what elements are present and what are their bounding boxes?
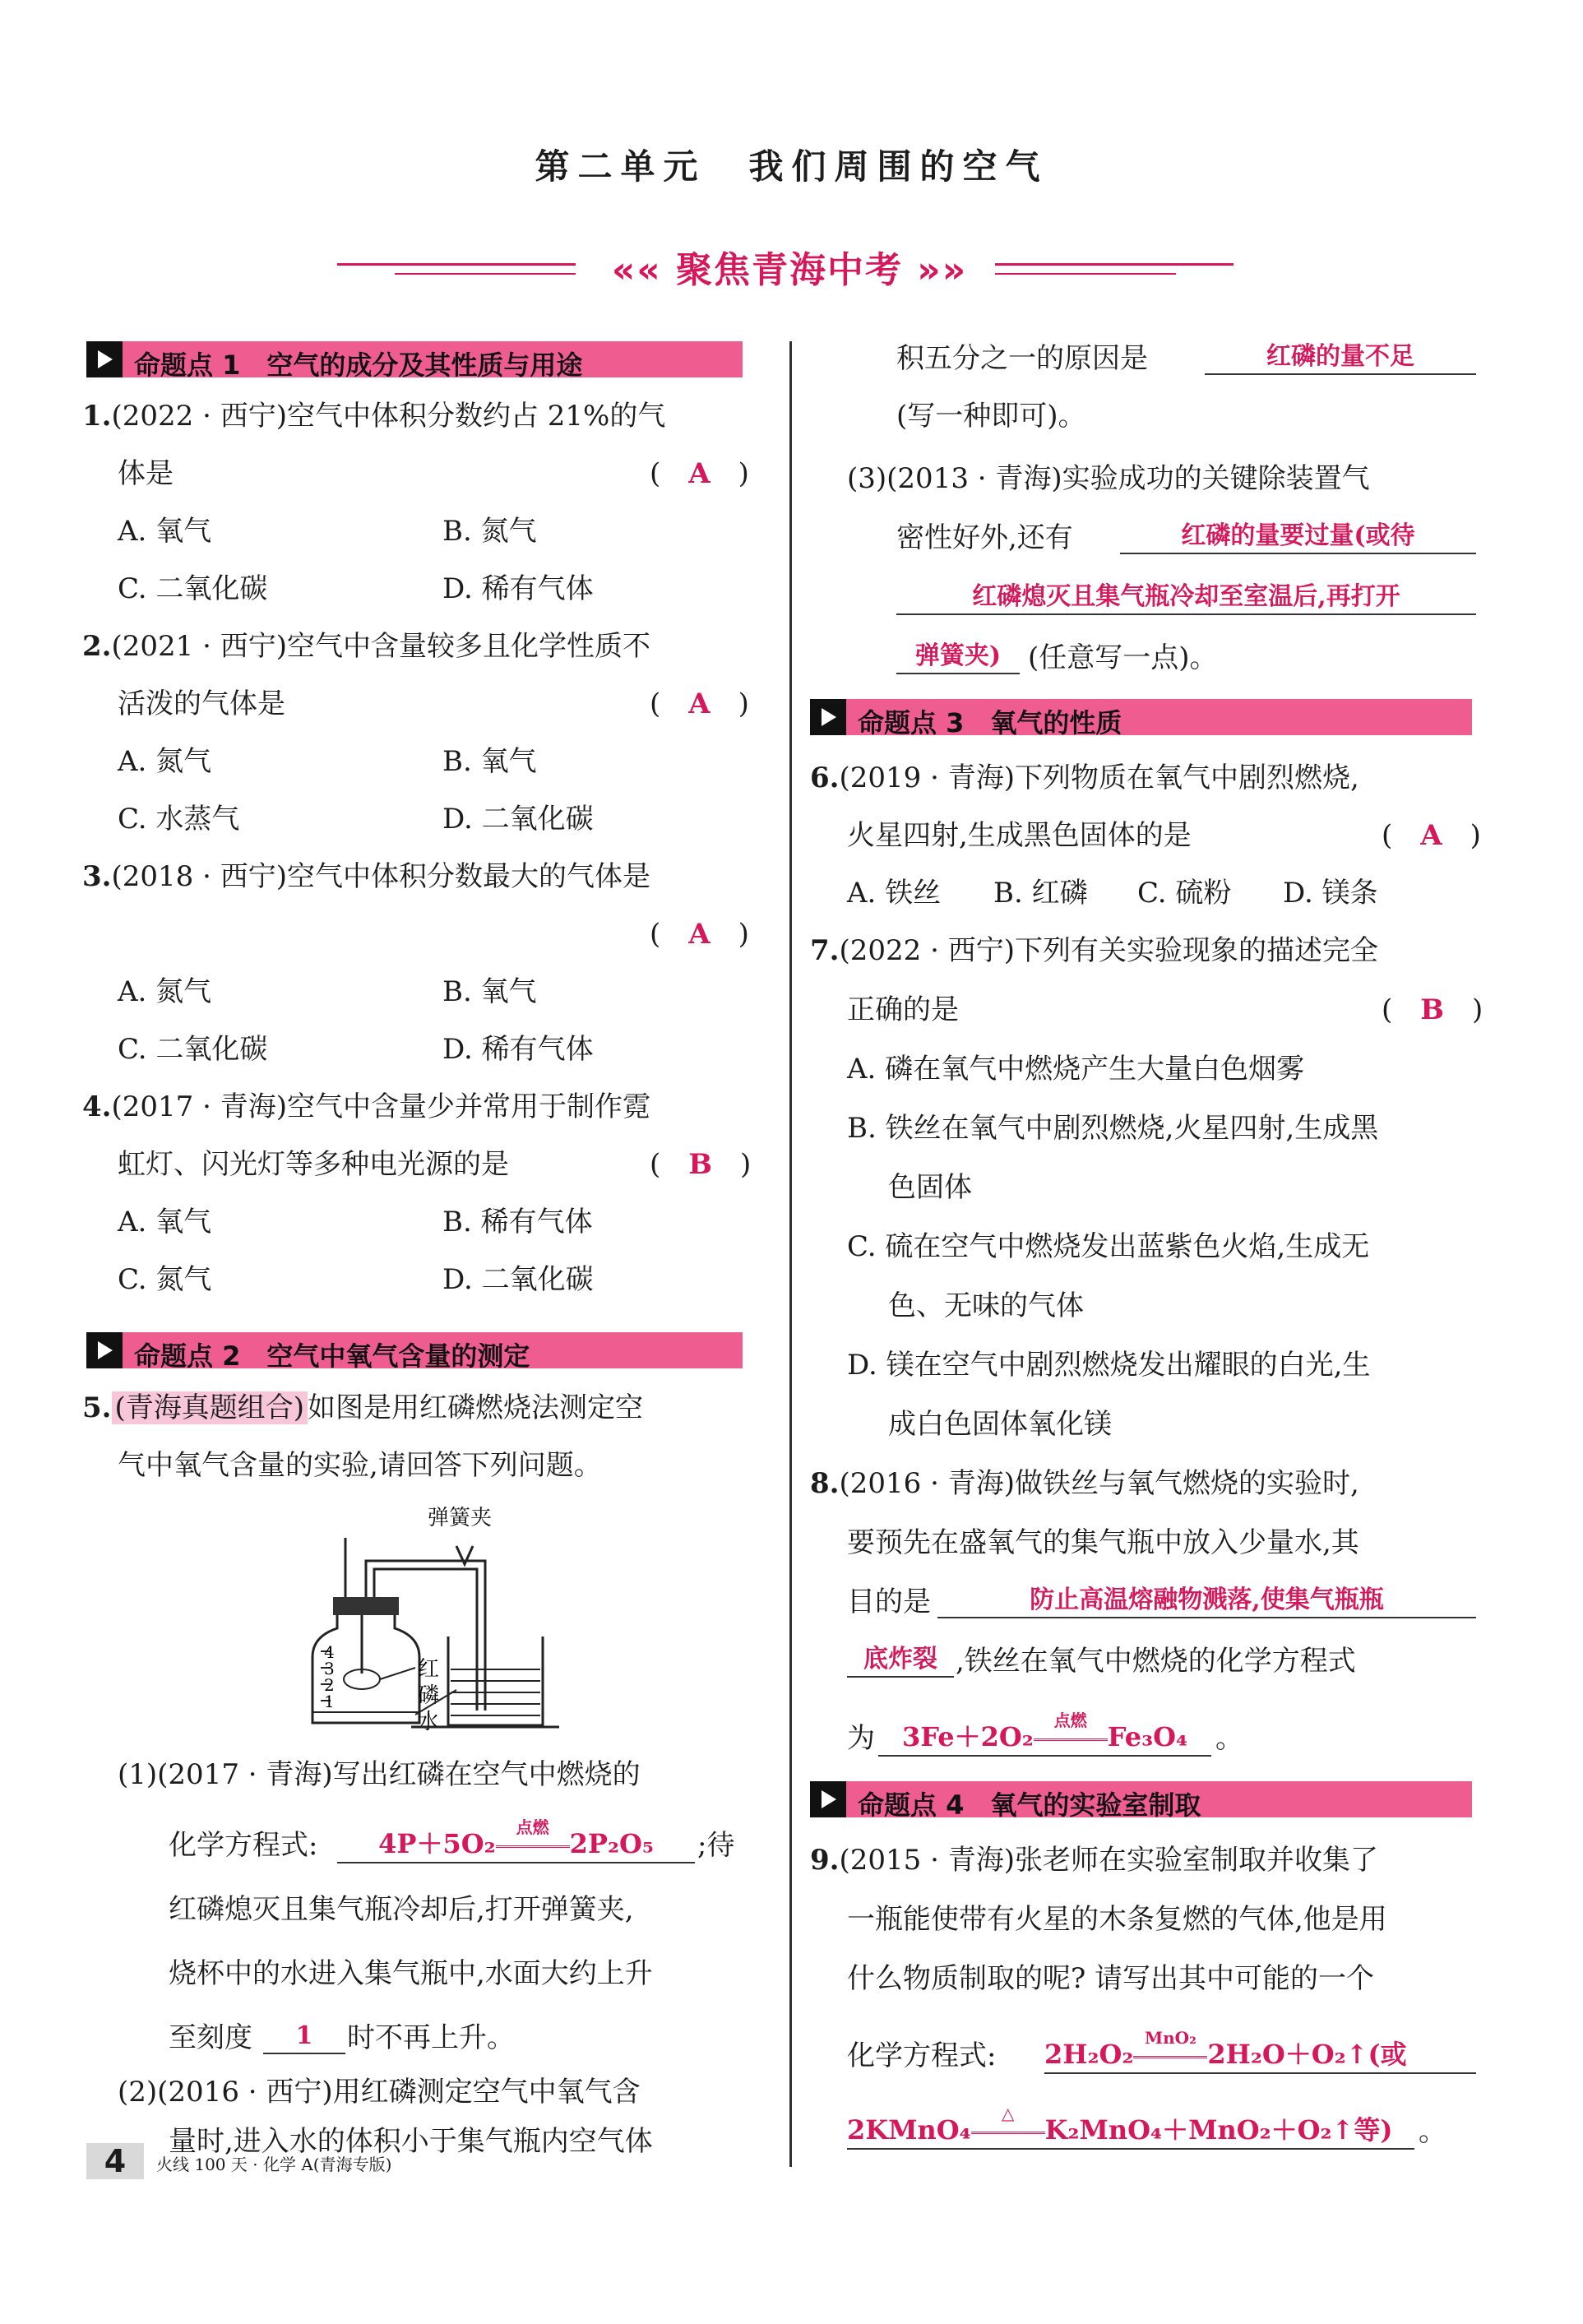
svg-text:红: 红 <box>418 1657 440 1682</box>
section-label: 命题点 1 空气的成分及其性质与用途 <box>134 350 583 381</box>
apparatus-figure <box>288 1505 609 1743</box>
q9-stem-line3: 什么物质制取的呢? 请写出其中可能的一个 <box>847 1962 1375 1995</box>
q5-stem-line1: 5. (青海真题组合) 如图是用红磷燃烧法测定空 <box>82 1391 644 1424</box>
q1-option-b: B. 氮气 <box>442 515 537 548</box>
banner-line-left <box>337 263 576 266</box>
q6-stem-line2: 火星四射,生成黑色固体的是 <box>847 819 1192 852</box>
section-label: 命题点 2 空气中氧气含量的测定 <box>134 1340 530 1372</box>
q3-option-b: B. 氧气 <box>442 975 537 1008</box>
q1-option-a: A. 氧气 <box>118 515 212 548</box>
svg-text:4: 4 <box>324 1642 335 1662</box>
q5-part1-equation: 4P＋5O₂ 点燃 2P₂O₅ <box>337 1827 695 1863</box>
play-triangle-icon <box>810 1781 846 1817</box>
q3-option-c: C. 二氧化碳 <box>118 1033 268 1066</box>
q2-option-a: A. 氮气 <box>118 745 212 778</box>
q4-stem-line2: 虹灯、闪光灯等多种电光源的是 <box>118 1148 509 1181</box>
banner-line-left-2 <box>395 273 576 275</box>
q5-part1-answer: 1 <box>263 2020 345 2054</box>
q7-option-c-cont: 色、无味的气体 <box>888 1289 1084 1322</box>
q5-part2-line2: 量时,进入水的体积小于集气瓶内空气体 <box>169 2125 653 2158</box>
q8-stem-line1: 8.(2016 · 青海)做铁丝与氧气燃烧的实验时, <box>810 1467 1359 1500</box>
q6-option-b: B. 红磷 <box>993 877 1088 910</box>
q8-stem-line3: 目的是 <box>847 1586 931 1618</box>
q9-stem-line4: 化学方程式: <box>847 2039 997 2072</box>
section-header-1 <box>86 341 743 381</box>
q5-source-tag: (青海真题组合) <box>112 1391 308 1424</box>
q7-option-d: D. 镁在空气中剧烈燃烧发出耀眼的白光,生 <box>847 1349 1371 1382</box>
q2-option-b: B. 氧气 <box>442 745 537 778</box>
play-triangle-icon <box>810 699 846 735</box>
q3-answer: ( A ) <box>650 918 749 951</box>
svg-text:水: 水 <box>418 1710 440 1734</box>
q7-option-a: A. 磷在氧气中燃烧产生大量白色烟雾 <box>847 1053 1305 1086</box>
q5-part2-line3: 积五分之一的原因是 <box>896 342 1148 375</box>
q8-stem-line2: 要预先在盛氧气的集气瓶中放入少量水,其 <box>847 1526 1359 1559</box>
q8-equation: 3Fe＋2O₂ 点燃 Fe₃O₄ <box>878 1720 1211 1757</box>
banner-line-right-2 <box>995 273 1176 275</box>
q5-part1-line3: 红磷熄灭且集气瓶冷却后,打开弹簧夹, <box>169 1893 634 1926</box>
q4-option-a: A. 氧气 <box>118 1206 212 1238</box>
q2-option-d: D. 二氧化碳 <box>442 803 594 836</box>
q5-part3-answer-3: 弹簧夹) <box>896 640 1020 674</box>
q4-option-d: D. 二氧化碳 <box>442 1263 594 1296</box>
q9-equation-2: 2KMnO₄ △ K₂MnO₄＋MnO₂＋O₂↑等) <box>847 2113 1414 2150</box>
column-divider <box>789 341 792 2167</box>
q2-answer: ( A ) <box>650 687 749 720</box>
svg-text:1: 1 <box>324 1692 335 1711</box>
q9-stem-end: 。 <box>1419 2115 1446 2148</box>
q1-answer: ( A ) <box>650 457 749 490</box>
section-label: 命题点 4 氧气的实验室制取 <box>858 1789 1201 1821</box>
q5-part3-answer-1: 红磷的量要过量(或待 <box>1120 520 1476 554</box>
q5-part3-line2: 密性好外,还有 <box>896 521 1073 554</box>
q7-answer: ( B ) <box>1382 993 1483 1026</box>
q5-part1-line5b: 时不再上升。 <box>347 2021 515 2054</box>
q3-stem-line1: 3.(2018 · 西宁)空气中体积分数最大的气体是 <box>82 860 650 893</box>
q9-stem-line1: 9.(2015 · 青海)张老师在实验室制取并收集了 <box>810 1844 1378 1877</box>
q1-option-d: D. 稀有气体 <box>442 572 594 605</box>
q2-option-c: C. 水蒸气 <box>118 803 240 836</box>
play-triangle-icon <box>86 1332 123 1368</box>
q7-option-b-cont: 色固体 <box>888 1171 972 1204</box>
svg-text:2: 2 <box>324 1675 335 1695</box>
q8-stem-line5: 为 <box>847 1722 875 1755</box>
banner-line-right <box>995 263 1234 266</box>
q5-stem-line2: 气中氧气含量的实验,请回答下列问题。 <box>118 1449 602 1482</box>
section-header-4 <box>810 1781 1472 1821</box>
page-title: 第二单元 我们周围的空气 <box>535 146 1048 187</box>
q8-answer-1: 防止高温熔融物溅落,使集气瓶瓶 <box>937 1584 1476 1618</box>
section-header-2 <box>86 1332 743 1372</box>
q5-part1-line1: (1)(2017 · 青海)写出红磷在空气中燃烧的 <box>118 1758 641 1791</box>
q2-stem-line2: 活泼的气体是 <box>118 687 285 720</box>
q9-stem-line2: 一瓶能使带有火星的木条复燃的气体,他是用 <box>847 1903 1387 1936</box>
q5-part2-line4: (写一种即可)。 <box>896 400 1086 433</box>
stopper <box>333 1597 399 1615</box>
q7-option-c: C. 硫在空气中燃烧发出蓝紫色火焰,生成无 <box>847 1230 1370 1263</box>
q5-part3-line1: (3)(2013 · 青海)实验成功的关键除装置气 <box>847 462 1370 495</box>
q5-part1-line5: 至刻度 <box>169 2021 252 2054</box>
q6-option-a: A. 铁丝 <box>847 877 942 910</box>
banner-title: «« 聚焦青海中考 »» <box>611 249 968 291</box>
q4-answer: ( B ) <box>650 1148 752 1181</box>
play-triangle-icon <box>86 341 123 377</box>
q4-option-c: C. 氮气 <box>118 1263 212 1296</box>
q1-stem-line1: 1.(2022 · 西宁)空气中体积分数约占 21%的气 <box>82 400 666 433</box>
q7-stem-line2: 正确的是 <box>847 993 959 1026</box>
svg-text:3: 3 <box>324 1659 335 1678</box>
q5-part2-line1: (2)(2016 · 西宁)用红磷测定空气中氧气含 <box>118 2076 641 2109</box>
section-header-3 <box>810 699 1472 738</box>
q7-option-d-cont: 成白色固体氧化镁 <box>888 1408 1112 1441</box>
q8-stem-end: 。 <box>1215 1722 1243 1755</box>
q5-part1-line4: 烧杯中的水进入集气瓶中,水面大约上升 <box>169 1957 653 1990</box>
q5-part3-tail: (任意写一点)。 <box>1028 641 1218 674</box>
q3-option-d: D. 稀有气体 <box>442 1033 594 1066</box>
section-label: 命题点 3 氧气的性质 <box>858 707 1122 738</box>
footer-book-title: 火线 100 天 · 化学 A(青海专版) <box>156 2155 392 2174</box>
page-number: 4 <box>86 2143 144 2179</box>
q6-answer: ( A ) <box>1382 819 1481 852</box>
q2-stem-line1: 2.(2021 · 西宁)空气中含量较多且化学性质不 <box>82 630 650 663</box>
q5-part1-line2: 化学方程式: <box>169 1829 318 1862</box>
q5-part2-answer: 红磷的量不足 <box>1205 340 1476 375</box>
q1-option-c: C. 二氧化碳 <box>118 572 268 605</box>
q4-option-b: B. 稀有气体 <box>442 1206 593 1238</box>
q6-option-c: C. 硫粉 <box>1137 877 1232 910</box>
q8-answer-2: 底炸裂 <box>847 1643 954 1678</box>
q6-stem-line1: 6.(2019 · 青海)下列物质在氧气中剧烈燃烧, <box>810 762 1359 794</box>
q8-stem-line4: ,铁丝在氧气中燃烧的化学方程式 <box>956 1645 1356 1678</box>
q9-equation-1: 2H₂O₂ MnO₂ 2H₂O＋O₂↑(或 <box>1044 2038 1476 2074</box>
q1-stem-line2: 体是 <box>118 457 174 490</box>
q7-stem-line1: 7.(2022 · 西宁)下列有关实验现象的描述完全 <box>810 934 1378 967</box>
q3-option-a: A. 氮气 <box>118 975 212 1008</box>
q7-option-b: B. 铁丝在氧气中剧烈燃烧,火星四射,生成黑 <box>847 1112 1379 1145</box>
q5-part3-answer-2: 红磷熄灭且集气瓶冷却至室温后,再打开 <box>896 581 1476 615</box>
q5-part1-tail: ;待 <box>697 1829 735 1862</box>
q4-stem-line1: 4.(2017 · 青海)空气中含量少并常用于制作霓 <box>82 1090 650 1123</box>
clip-label: 弹簧夹 <box>428 1506 493 1530</box>
q6-option-d: D. 镁条 <box>1283 877 1378 910</box>
svg-text:磷: 磷 <box>418 1683 440 1708</box>
